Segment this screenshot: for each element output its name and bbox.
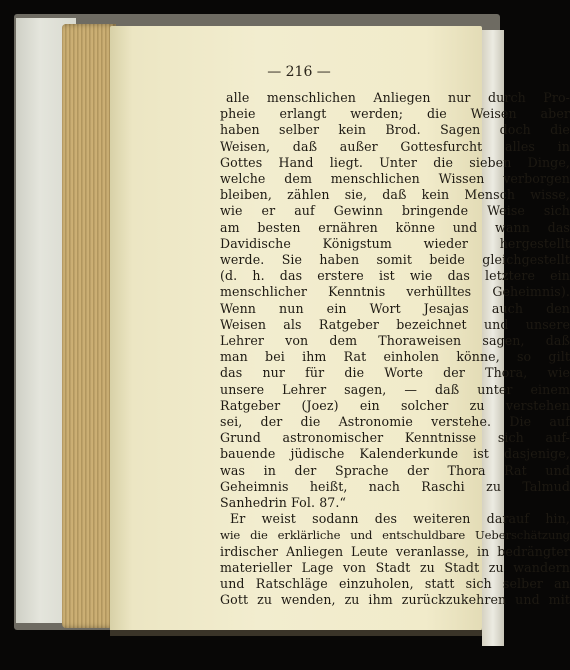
text-line: Grund astronomischer Kenntnisse sich auf-: [220, 430, 570, 446]
text-line: bauende jüdische Kalenderkunde ist dasjenige,: [220, 446, 570, 462]
text-line: Weisen, daß außer Gottesfurcht alles in: [220, 138, 570, 154]
text-line: das nur für die Worte der Thora, wie: [220, 365, 570, 381]
text-line: Weisen als Ratgeber bezeichnet und unsere: [220, 316, 570, 332]
text-line: wie die erklärliche und entschuldbare Ueberschätzung: [220, 528, 570, 543]
text-line: Gottes Hand liegt. Unter die sieben Dinge,: [220, 154, 570, 170]
text-line: Gott zu wenden, zu ihm zurückzukehren und mit: [220, 592, 570, 608]
page-edges: [62, 24, 116, 628]
text-line: Geheimnis heißt, nach Raschi zu Talmud: [220, 478, 570, 494]
book-page: [110, 26, 570, 632]
text-line: Ratgeber (Joez) ein solcher zu verstehen: [220, 397, 570, 413]
text-line: und Ratschläge einzuholen, statt sich selber an: [220, 576, 570, 592]
text-line: materieller Lage von Stadt zu Stadt zu wandern: [220, 559, 570, 575]
text-line: alle menschlichen Anliegen nur durch Pro-: [226, 90, 570, 105]
page-bottom-shadow: [110, 630, 482, 636]
text-line: Lehrer von dem Thoraweisen sagen, daß: [220, 333, 570, 349]
text-line: menschlicher Kenntnis verhülltes Geheimnis).: [220, 284, 570, 300]
text-line: am besten ernähren könne und wann das: [220, 219, 570, 235]
text-line: irdischer Anliegen Leute veranlasse, in bedrängter: [220, 543, 570, 559]
text-line: haben selber kein Brod. Sagen doch die: [220, 122, 570, 138]
text-line: Sanhedrin Fol. 87.“: [220, 495, 347, 511]
text-line: was in der Sprache der Thora Rat und: [220, 462, 570, 478]
text-line: pheie erlangt werden; die Weisen aber: [220, 106, 570, 122]
text-line: werde. Sie haben somit beide gleichgestellt: [220, 252, 570, 268]
page-text: [220, 90, 570, 609]
text-line: sei, der die Astronomie verstehe. Die auf: [220, 414, 570, 430]
text-line: unsere Lehrer sagen, — daß unter einem: [220, 381, 570, 397]
text-line: wie er auf Gewinn bringende Weise sich: [220, 203, 570, 219]
text-line: man bei ihm Rat einholen könne, so gilt: [220, 349, 570, 365]
text-line: Er weist sodann des weiteren darauf hin,: [230, 511, 570, 527]
text-line: bleiben, zählen sie, daß kein Mensch wisse,: [220, 187, 570, 203]
text-line: welche dem menschlichen Wissen verborgen: [220, 171, 570, 187]
text-line: (d. h. das erstere ist wie das letztere ein: [220, 268, 570, 284]
page-number: — 216 —: [267, 64, 331, 80]
text-line: Davidische Königstum wieder hergestellt: [220, 235, 570, 251]
text-line: Wenn nun ein Wort Jesajas auch den: [220, 300, 570, 316]
